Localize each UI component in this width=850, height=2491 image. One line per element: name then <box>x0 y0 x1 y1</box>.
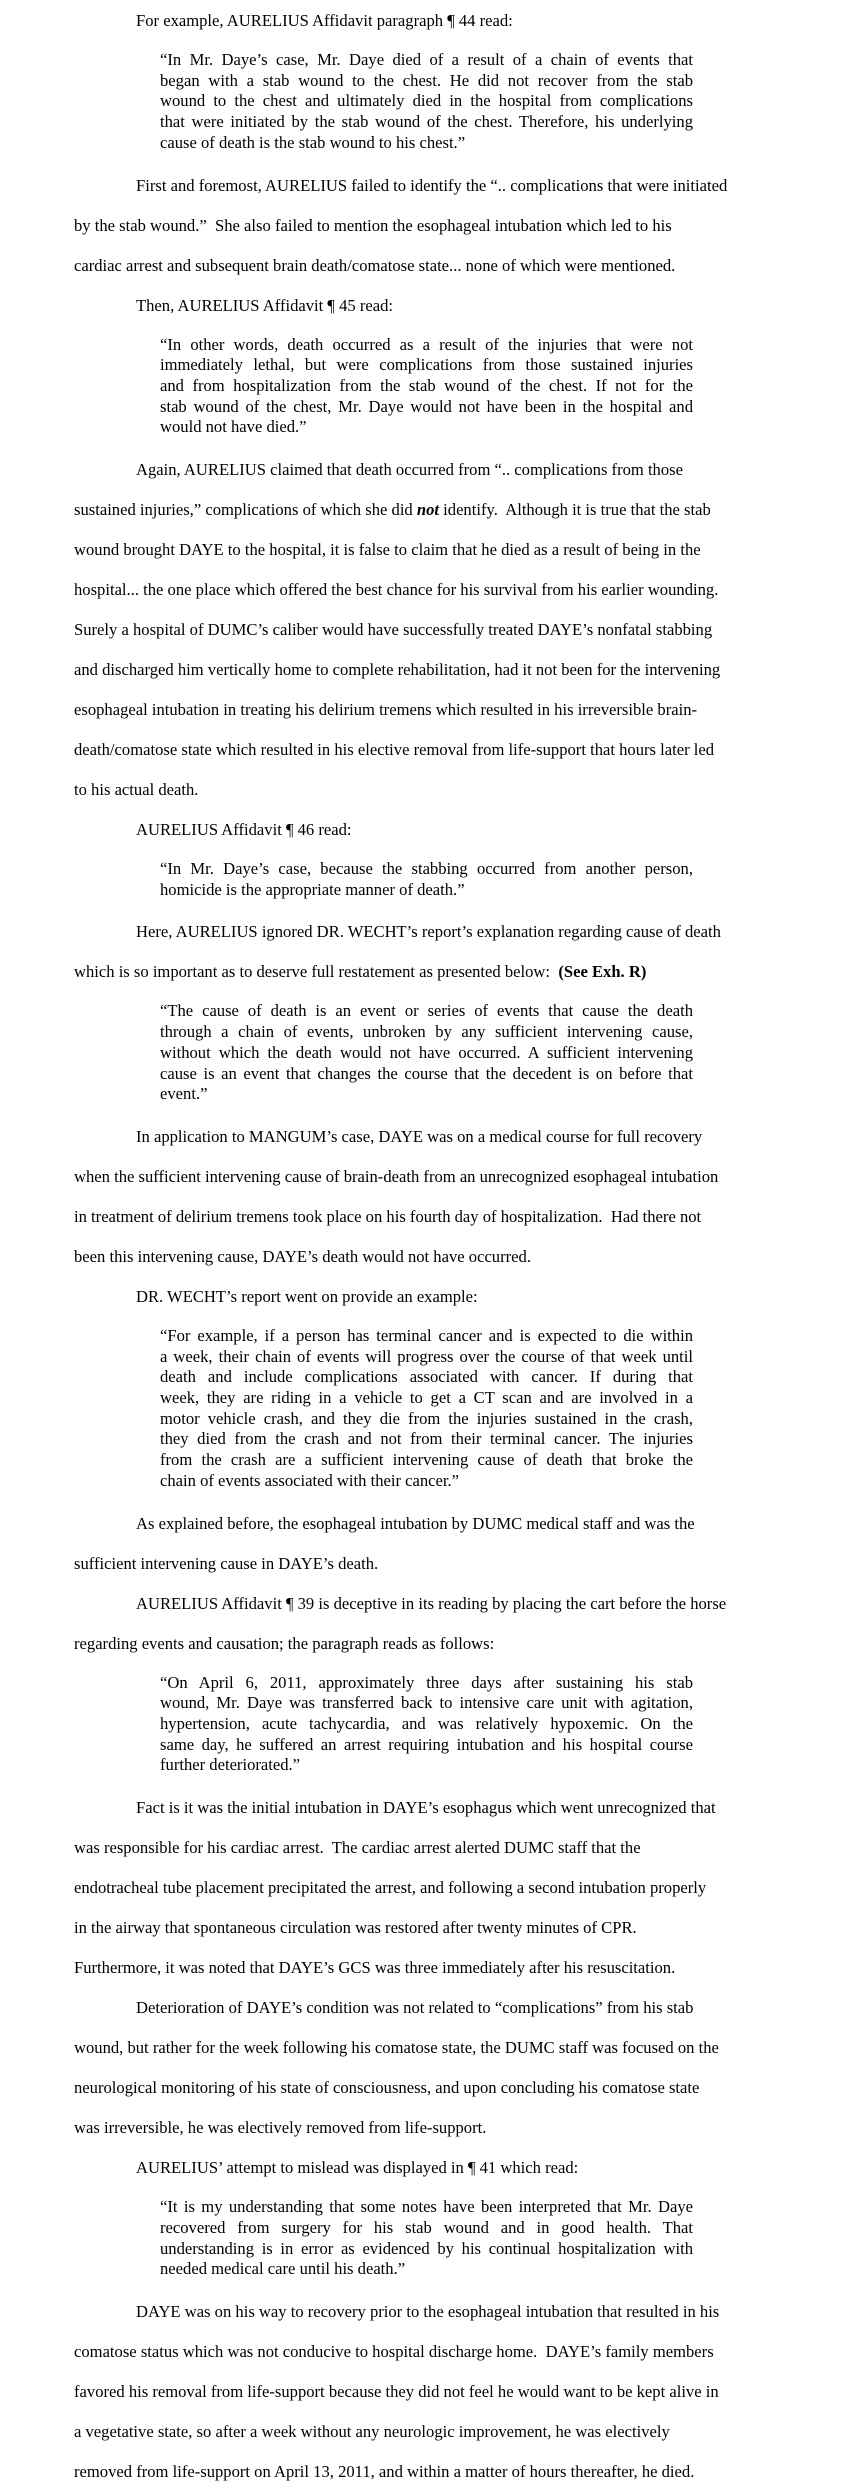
text-line: regarding events and causation; the paragraph reads as follows: <box>74 1633 495 1653</box>
text-line: AURELIUS Affidavit ¶ 46 read: <box>136 820 352 840</box>
text-line: neurological monitoring of his state of consciousness, and upon concluding his comatose state <box>74 2078 700 2098</box>
block-quote <box>160 50 693 154</box>
text-line: homicide is the appropriate manner of death.” <box>160 879 465 899</box>
text-line: esophageal intubation in treating his delirium tremens which resulted in his irreversible brain- <box>74 700 698 720</box>
text-line: endotracheal tube placement precipitated the arrest, and following a second intubation properly <box>74 1878 707 1898</box>
block-quote <box>160 1001 693 1105</box>
text-line: “For example, if a person has terminal cancer and is expected to die within <box>160 1325 693 1345</box>
text-line: in treatment of delirium tremens took place on his fourth day of hospitalization. Had there not <box>74 1206 702 1226</box>
text-line: wound, but rather for the week following his comatose state, the DUMC staff was focused on the <box>74 2038 719 2058</box>
text-line: and discharged him vertically home to complete rehabilitation, had it not been for the intervening <box>74 660 721 680</box>
text-line: they died from the crash and not from their terminal cancer. The injuries <box>160 1429 693 1449</box>
text-line: which is so important as to deserve full restatement as presented below: (See Exh. R) <box>74 962 647 982</box>
text-line: favored his removal from life-support because they did not feel he would want to be kept alive in <box>74 2381 719 2401</box>
text-line: First and foremost, AURELIUS failed to identify the “.. complications that were initiated <box>136 175 728 195</box>
text-line: “In Mr. Daye’s case, Mr. Daye died of a result of a chain of events that <box>160 50 693 69</box>
body-paragraph <box>74 1584 806 1664</box>
text-line: death and include complications associated with cancer. If during that <box>160 1367 693 1387</box>
text-line: Surely a hospital of DUMC’s caliber would have successfully treated DAYE’s nonfatal stabbing <box>74 620 713 640</box>
text-line: immediately lethal, but were complications from those sustained injuries <box>160 355 693 375</box>
text-line: recovered from surgery for his stab wound and in good health. That <box>160 2217 693 2237</box>
text-line: without which the death would not have occurred. A sufficient intervening <box>160 1042 693 1062</box>
text-line: wound brought DAYE to the hospital, it is false to claim that he died as a result of being in the <box>74 540 701 560</box>
text-line: Furthermore, it was noted that DAYE’s GCS was three immediately after his resuscitation. <box>74 1958 676 1978</box>
text-line: by the stab wound.” She also failed to mention the esophageal intubation which led to his <box>74 215 672 235</box>
text-line: further deteriorated.” <box>160 1755 301 1775</box>
text-line: cause is an event that changes the course that the decedent is on before that <box>160 1063 693 1083</box>
body-paragraph <box>74 166 806 286</box>
text-line: understanding is in error as evidenced by his continual hospitalization with <box>160 2238 693 2258</box>
text-line: “In Mr. Daye’s case, because the stabbing occurred from another person, <box>160 859 693 879</box>
text-line: wound to the chest and ultimately died in the hospital from complications <box>160 91 693 111</box>
block-quote <box>160 1673 693 1777</box>
text-line: motor vehicle crash, and they die from the injuries sustained in the crash, <box>160 1408 693 1428</box>
text-line: was irreversible, he was electively removed from life-support. <box>74 2118 487 2138</box>
text-line: Fact is it was the initial intubation in DAYE’s esophagus which went unrecognized that <box>136 1798 716 1818</box>
body-paragraph <box>74 1788 806 1988</box>
text-line: “In other words, death occurred as a result of the injuries that were not <box>160 334 693 354</box>
text-line: hospital... the one place which offered the best chance for his survival from his earlier wounding. <box>74 580 719 600</box>
text-line: that were initiated by the stab wound of the chest. Therefore, his underlying <box>160 112 693 132</box>
text-line: when the sufficient intervening cause of brain-death from an unrecognized esophageal intubation <box>74 1166 719 1186</box>
bold-text: (See Exh. R) <box>558 962 647 982</box>
text-line: AURELIUS’ attempt to mislead was displayed in ¶ 41 which read: <box>136 2158 579 2178</box>
body-paragraph <box>74 2148 806 2188</box>
text-line: For example, AURELIUS Affidavit paragraph ¶ 44 read: <box>136 11 513 30</box>
text-line: “The cause of death is an event or series of events that cause the death <box>160 1001 693 1021</box>
text-line: AURELIUS Affidavit ¶ 39 is deceptive in its reading by placing the cart before the horse <box>136 1593 727 1613</box>
body-paragraph <box>74 286 806 326</box>
text-line: Again, AURELIUS claimed that death occurred from “.. complications from those <box>136 460 683 480</box>
block-quote <box>160 859 693 900</box>
text-line: “On April 6, 2011, approximately three days after sustaining his stab <box>160 1672 693 1692</box>
text-line: and from hospitalization from the stab wound of the chest. If not for the <box>160 375 693 395</box>
body-paragraph <box>74 450 806 810</box>
block-quote <box>160 1326 693 1492</box>
text-line: through a chain of events, unbroken by any sufficient intervening cause, <box>160 1022 693 1042</box>
text-line: same day, he suffered an arrest requiring intubation and his hospital course <box>160 1734 693 1754</box>
text-line: in the airway that spontaneous circulation was restored after twenty minutes of CPR. <box>74 1918 637 1938</box>
text-line: sustained injuries,” complications of which she did not identify. Although it is true that the stab <box>74 500 711 520</box>
text-line: a vegetative state, so after a week without any neurologic improvement, he was electively <box>74 2421 670 2441</box>
body-paragraph <box>74 1 806 41</box>
text-line: from the crash are a sufficient intervening cause of death that broke the <box>160 1450 693 1470</box>
text-line: DR. WECHT’s report went on provide an example: <box>136 1286 478 1306</box>
body-paragraph <box>74 810 806 850</box>
text-line: Here, AURELIUS ignored DR. WECHT’s report’s explanation regarding cause of death <box>136 922 721 942</box>
body-paragraph <box>74 912 806 992</box>
text-line: wound, Mr. Daye was transferred back to intensive care unit with agitation, <box>160 1693 693 1713</box>
body-paragraph <box>74 1117 806 1277</box>
text-line: As explained before, the esophageal intubation by DUMC medical staff and was the <box>136 1513 695 1533</box>
text-line: hypertension, acute tachycardia, and was relatively hypoxemic. On the <box>160 1713 693 1733</box>
body-paragraph <box>74 1277 806 1317</box>
text-line: death/comatose state which resulted in his elective removal from life-support that hours later led <box>74 740 715 760</box>
text-line: week, they are riding in a vehicle to get a CT scan and are involved in a <box>160 1388 693 1408</box>
body-paragraph <box>74 1504 806 1584</box>
body-paragraph <box>74 1988 806 2148</box>
text-line: sufficient intervening cause in DAYE’s death. <box>74 1553 379 1573</box>
block-quote <box>160 335 693 439</box>
emphasized-text: not <box>416 500 440 520</box>
body-paragraph <box>74 2292 806 2491</box>
text-line: removed from life-support on April 13, 2011, and within a matter of hours thereafter, he died. <box>74 2461 695 2481</box>
text-line: stab wound of the chest, Mr. Daye would not have been in the hospital and <box>160 396 693 416</box>
text-line: to his actual death. <box>74 780 199 800</box>
text-line: cardiac arrest and subsequent brain death/comatose state... none of which were mentioned. <box>74 255 676 275</box>
text-line: DAYE was on his way to recovery prior to the esophageal intubation that resulted in his <box>136 2301 720 2321</box>
block-quote <box>160 2197 693 2280</box>
text-line: was responsible for his cardiac arrest. The cardiac arrest alerted DUMC staff that the <box>74 1838 641 1858</box>
document-body <box>74 1 806 2491</box>
text-line: comatose status which was not conducive to hospital discharge home. DAYE’s family members <box>74 2341 714 2361</box>
text-line: been this intervening cause, DAYE’s death would not have occurred. <box>74 1246 531 1266</box>
text-line: began with a stab wound to the chest. He did not recover from the stab <box>160 70 693 90</box>
text-line: In application to MANGUM’s case, DAYE was on a medical course for full recovery <box>136 1126 703 1146</box>
text-line: a week, their chain of events will progress over the course of that week until <box>160 1346 693 1366</box>
text-line: event.” <box>160 1084 208 1104</box>
text-line: Deterioration of DAYE’s condition was not related to “complications” from his stab <box>136 1998 694 2018</box>
text-line: needed medical care until his death.” <box>160 2259 406 2279</box>
text-line: Then, AURELIUS Affidavit ¶ 45 read: <box>136 295 393 315</box>
text-line: cause of death is the stab wound to his chest.” <box>160 132 466 152</box>
text-line: chain of events associated with their cancer.” <box>160 1470 460 1490</box>
text-line: “It is my understanding that some notes have been interpreted that Mr. Daye <box>160 2197 693 2217</box>
text-line: would not have died.” <box>160 417 307 437</box>
